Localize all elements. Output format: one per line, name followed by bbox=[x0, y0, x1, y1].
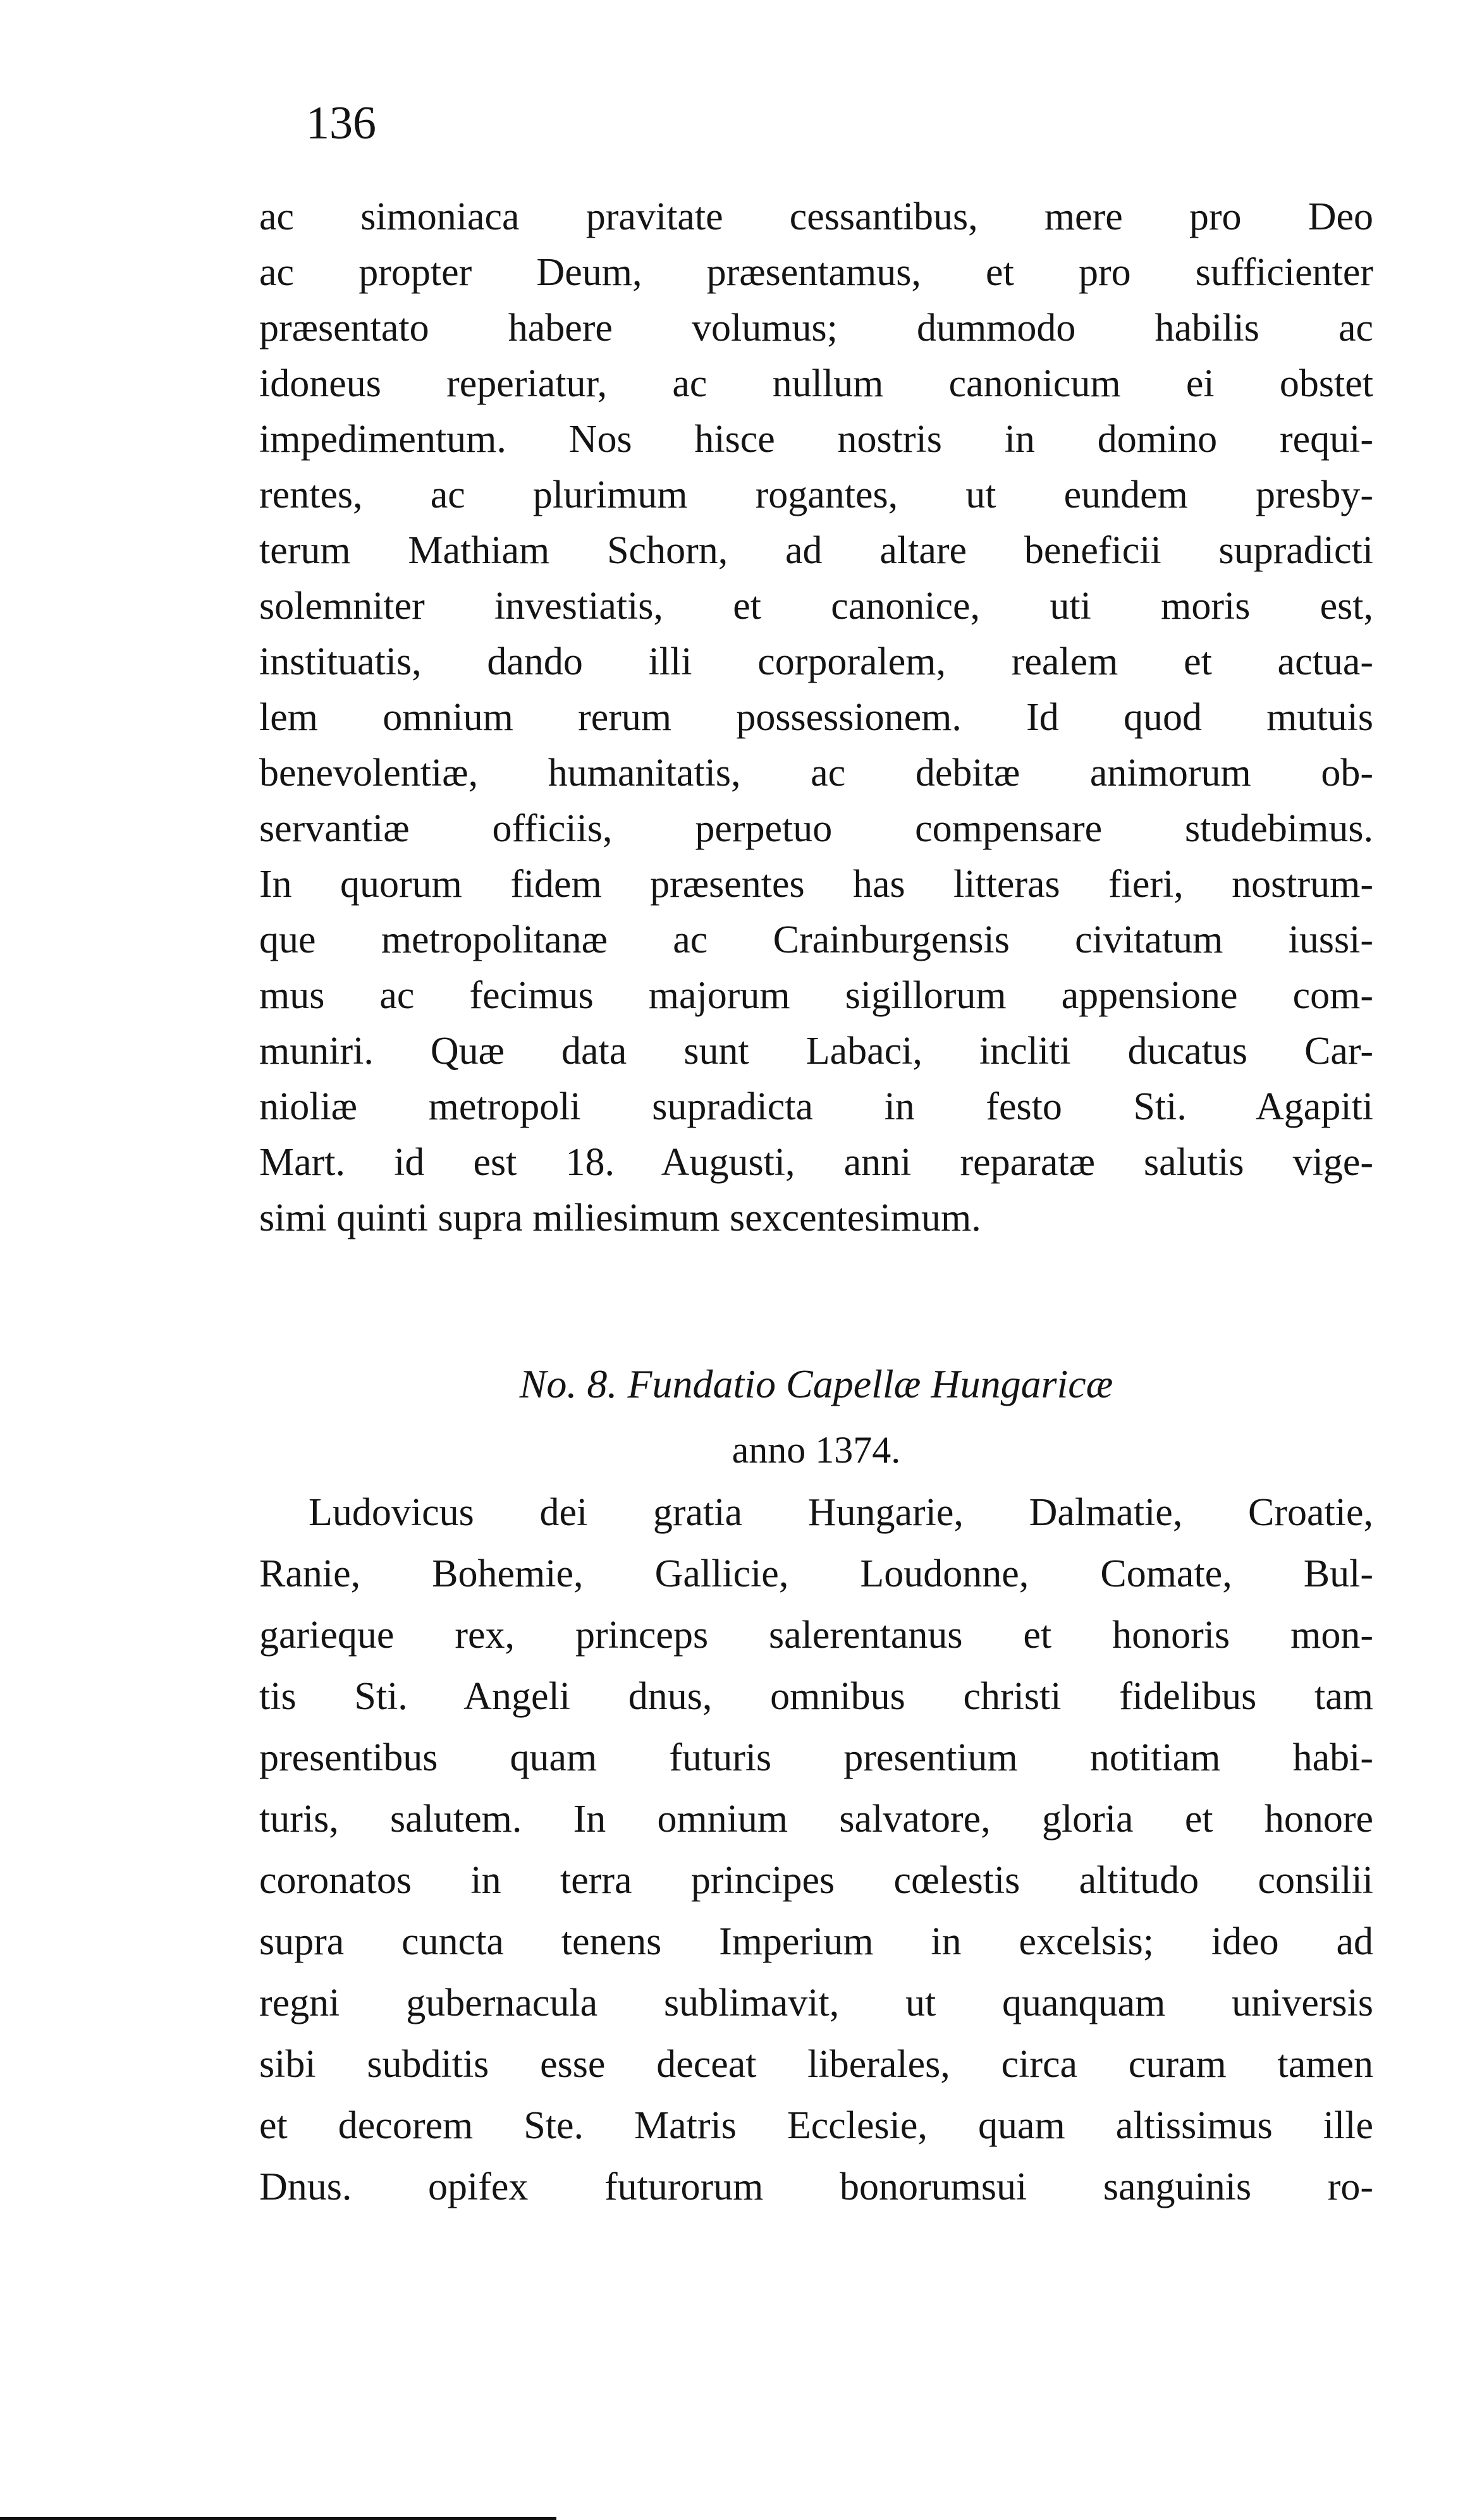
text-line: et decorem Ste. Matris Ecclesie, quam altissimus ille bbox=[259, 2104, 1373, 2147]
text-line: turis, salutem. In omnium salvatore, gloria et honore bbox=[259, 1798, 1373, 1841]
paragraph-1 bbox=[259, 189, 1373, 1246]
text-line: solemniter investiatis, et canonice, uti moris est, bbox=[259, 585, 1373, 628]
text-line: servantiæ officiis, perpetuo compensare studebimus. bbox=[259, 807, 1373, 850]
text-line: muniri. Quæ data sunt Labaci, incliti ducatus Car- bbox=[259, 1030, 1373, 1073]
text-line: nioliæ metropoli supradicta in festo Sti. Agapiti bbox=[259, 1085, 1373, 1128]
text-line: regni gubernacula sublimavit, ut quanquam universis bbox=[259, 1981, 1373, 2024]
text-line: ac propter Deum, præsentamus, et pro sufficienter bbox=[259, 251, 1373, 294]
page-number: 136 bbox=[306, 97, 376, 149]
text-line: garieque rex, princeps salerentanus et honoris mon- bbox=[259, 1614, 1373, 1657]
paragraph-2 bbox=[259, 1482, 1373, 2218]
text-line: idoneus reperiatur, ac nullum canonicum ei obstet bbox=[259, 362, 1373, 405]
scan-edge-shadow bbox=[0, 2517, 556, 2520]
text-line: Ludovicus dei gratia Hungarie, Dalmatie, Croatie, bbox=[309, 1491, 1373, 1534]
text-line: sibi subditis esse deceat liberales, circa curam tamen bbox=[259, 2043, 1373, 2086]
text-line: benevolentiæ, humanitatis, ac debitæ animorum ob- bbox=[259, 752, 1373, 794]
text-line: In quorum fidem præsentes has litteras fieri, nostrum- bbox=[259, 863, 1373, 906]
text-line: que metropolitanæ ac Crainburgensis civitatum iussi- bbox=[259, 918, 1373, 961]
text-line: supra cuncta tenens Imperium in excelsis; ideo ad bbox=[259, 1920, 1373, 1963]
text-line: instituatis, dando illi corporalem, realem et actua- bbox=[259, 640, 1373, 683]
text-line: impedimentum. Nos hisce nostris in domino requi- bbox=[259, 418, 1373, 461]
section-heading: No. 8. Fundatio Capellæ Hungaricæ bbox=[519, 1361, 1113, 1406]
text-line: coronatos in terra principes cœlestis altitudo consilii bbox=[259, 1859, 1373, 1902]
section-subheading-year: anno 1374. bbox=[732, 1429, 901, 1471]
text-line: ac simoniaca pravitate cessantibus, mere pro Deo bbox=[259, 195, 1373, 238]
text-line: Ranie, Bohemie, Gallicie, Loudonne, Comate, Bul- bbox=[259, 1552, 1373, 1595]
text-line: simi quinti supra miliesimum sexcentesimum. bbox=[259, 1196, 981, 1239]
text-line: Dnus. opifex futurorum bonorumsui sanguinis ro- bbox=[259, 2165, 1373, 2208]
text-line: tis Sti. Angeli dnus, omnibus christi fidelibus tam bbox=[259, 1675, 1373, 1718]
text-line: mus ac fecimus majorum sigillorum appensione com- bbox=[259, 974, 1373, 1017]
text-line: lem omnium rerum possessionem. Id quod mutuis bbox=[259, 696, 1373, 739]
text-line: Mart. id est 18. Augusti, anni reparatæ salutis vige- bbox=[259, 1141, 1373, 1184]
text-line: presentibus quam futuris presentium notitiam habi- bbox=[259, 1736, 1373, 1779]
text-line: terum Mathiam Schorn, ad altare beneficii supradicti bbox=[259, 529, 1373, 572]
text-line: præsentato habere volumus; dummodo habilis ac bbox=[259, 307, 1373, 350]
text-line: rentes, ac plurimum rogantes, ut eundem presby- bbox=[259, 473, 1373, 516]
